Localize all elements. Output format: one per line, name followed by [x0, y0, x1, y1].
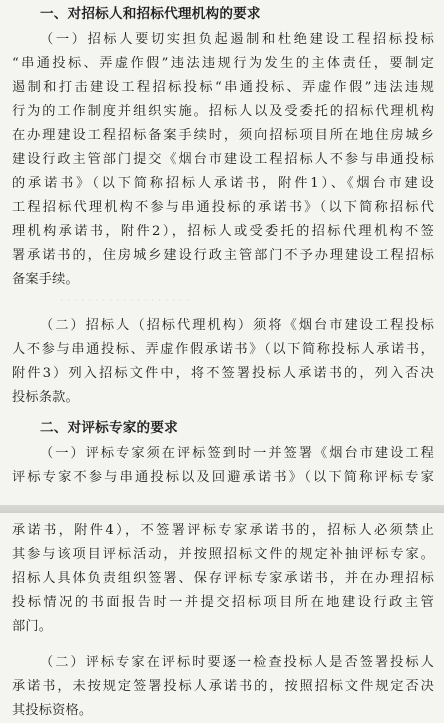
- paragraph-line: 行为的工作制度并组织实施。招标人以及受委托的招标代理机构: [12, 104, 434, 119]
- paragraph-line: 的承诺书》（以下简称招标人承诺书，附件1）、《烟台市建设: [12, 176, 434, 191]
- paragraph-line: （一）招标人要切实担负起遏制和杜绝建设工程招标投标: [40, 32, 434, 47]
- paragraph-line: 其参与该项目评标活动，并按照招标文件的规定补抽评标专家。: [12, 547, 434, 562]
- paragraph-line: 建设行政主管部门提交《烟台市建设工程招标人不参与串通投标: [12, 152, 434, 167]
- paragraph-line: 理机构承诺书，附件2），招标人或受委托的招标代理机构不签: [12, 224, 434, 239]
- document-page-lower: [0, 513, 444, 723]
- section-heading-2: 二、对评标专家的要求: [40, 420, 178, 436]
- paragraph-line: 投标情况的书面报告时一并提交招标项目所在地建设行政主管: [12, 595, 434, 610]
- section-heading-1: 一、对招标人和招标代理机构的要求: [40, 6, 261, 22]
- paragraph-line: 在办理建设工程招标备案手续时，须向招标项目所在地住房城乡: [12, 128, 434, 143]
- paragraph-line: 评标专家不参与串通投标以及回避承诺书》（以下简称评标专家: [12, 470, 434, 485]
- paragraph-line: 署承诺书的，住房城乡建设行政主管部门不予办理建设工程招标: [12, 248, 434, 263]
- paragraph-line: （二）招标人（招标代理机构）须将《烟台市建设工程投标: [40, 318, 434, 333]
- paragraph-line: 部门。: [12, 619, 53, 634]
- page-fold-shadow: [0, 505, 444, 513]
- bleed-through-text: · · · · · · · · · · · · · · · · · · ·: [60, 294, 190, 307]
- paragraph-line: 承诺书，附件4），不签署评标专家承诺书的，招标人必须禁止: [12, 523, 434, 538]
- paragraph-line: 附件3）列入招标文件中，将不签署投标人承诺书的，列入否决: [12, 366, 434, 381]
- paragraph-line: “串通投标、弄虚作假”违法违规行为发生的主体责任，要制定: [12, 56, 434, 71]
- paragraph-line: 工程招标代理机构不参与串通投标的承诺书》（以下简称招标代: [12, 200, 434, 215]
- paragraph-line: 备案手续。: [12, 272, 79, 287]
- paragraph-line: 投标条款。: [12, 390, 79, 405]
- paragraph-line: 招标人具体负责组织签署、保存评标专家承诺书，并在办理招标: [12, 571, 434, 586]
- paragraph-line: 遏制和打击建设工程招标投标“串通投标、弄虚作假”违法违规: [12, 80, 434, 95]
- paragraph-line: （二）评标专家在评标时要逐一检查投标人是否签署投标人: [40, 655, 434, 670]
- paragraph-line: （一）评标专家须在评标签到时一并签署《烟台市建设工程: [40, 446, 434, 461]
- paragraph-line: 承诺书，未按规定签署投标人承诺书的，按照招标文件规定否决: [12, 679, 434, 694]
- paragraph-line: 其投标资格。: [12, 703, 93, 718]
- paragraph-line: 人不参与串通投标、弄虚作假承诺书》（以下简称投标人承诺书，: [12, 342, 434, 357]
